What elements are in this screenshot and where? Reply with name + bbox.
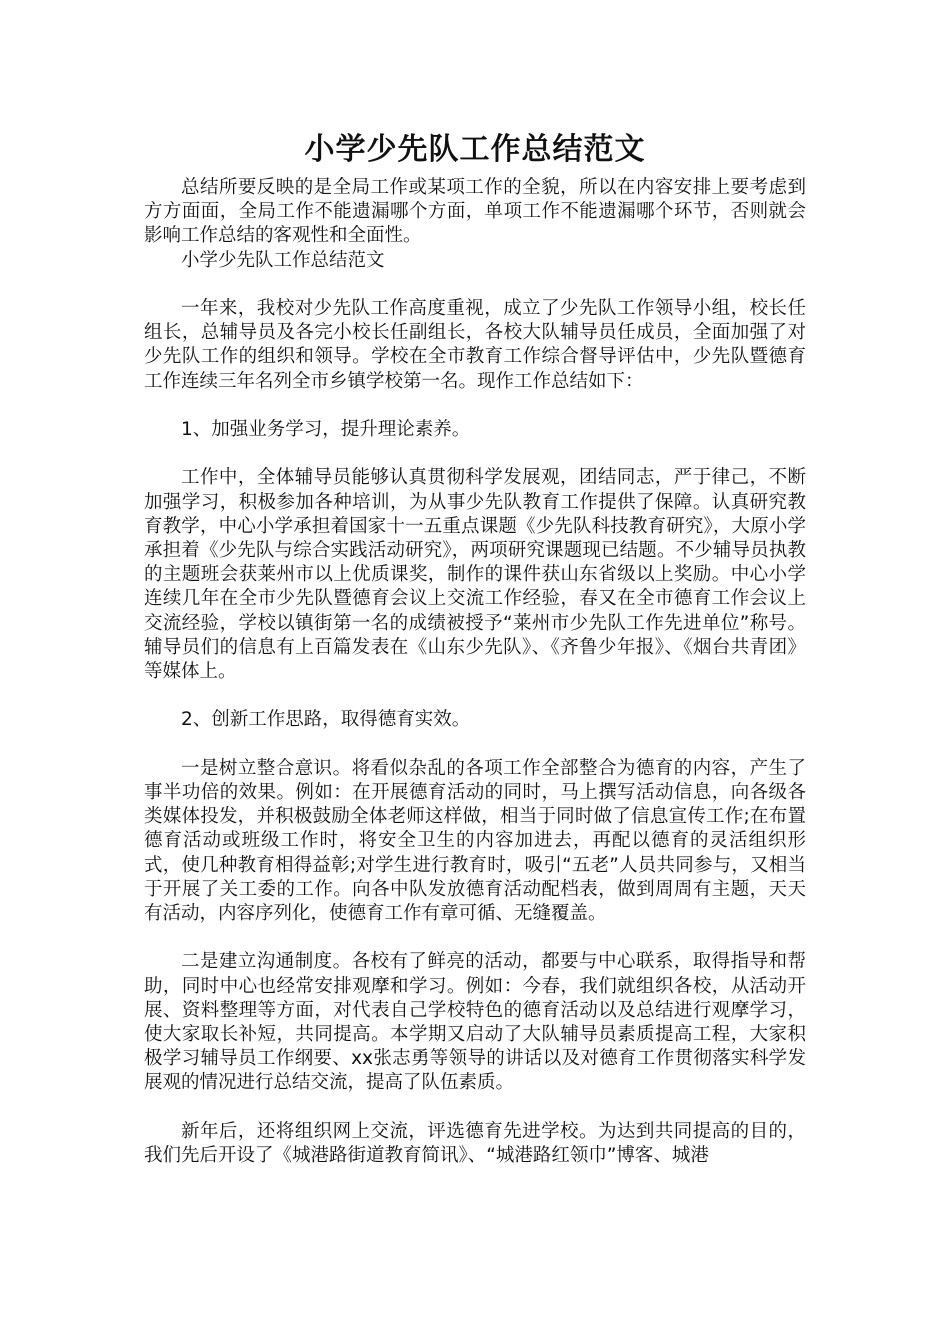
paragraph-communication: 二是建立沟通制度。各校有了鲜亮的活动，都要与中心联系，取得指导和帮助，同时中心也经常安排观摩和学习。例如：今春，我们就组织各校，从活动开展、资料整理等方面，对代表自己学校特色的德育活动以及总结进行观摩学习，使大家取长补短，共同提高。本学期又启动了大队辅导员素质提高工程，大家积极学习辅导员工作纲要、xx张志勇等领导的讲话以及对德育工作贯彻落实科学发展观的情况进行总结交流，提高了队伍素质。	[144, 951, 806, 1094]
paragraph-subtitle: 小学少先队工作总结范文	[181, 249, 385, 271]
section-heading-1: 1、加强业务学习，提升理论素养。	[181, 419, 471, 440]
document-title: 小学少先队工作总结范文	[304, 132, 646, 167]
blank-line	[144, 733, 806, 757]
paragraph-section-1: 工作中，全体辅导员能够认真贯彻科学发展观，团结同志，严于律己，不断加强学习，积极参加各种培训，为从事少先队教育工作提供了保障。认真研究教育教学，中心小学承担着国家十一五重点课题《少先队科技教育研究》，大原小学承担着《少先队与综合实践活动研究》，两项研究课题现已结题。不少辅导员执教的主题班会获莱州市以上优质课奖，制作的课件获山东省级以上奖励。中心小学连续几年在全市少先队暨德育会议上交流工作经验，春又在全市德育工作会议上交流经验，学校以镇街第一名的成绩被授予“莱州市少先队工作先进单位”称号。辅导员们的信息有上百篇发表在《山东少先队》、《齐鲁少年报》、《烟台共青团》等媒体上。	[144, 467, 806, 683]
blank-line	[144, 926, 806, 950]
blank-line	[144, 442, 806, 466]
blank-line	[144, 1096, 806, 1120]
blank-line	[144, 684, 806, 708]
blank-line	[144, 273, 806, 297]
document-page	[144, 128, 806, 1168]
paragraph-overview: 一年来，我校对少先队工作高度重视，成立了少先队工作领导小组，校长任组长，总辅导员及各完小校长任副组长，各校大队辅导员任成员，全面加强了对少先队工作的组织和领导。学校在全市教育工作综合督导评估中，少先队暨德育工作连续三年名列全市乡镇学校第一名。现作工作总结如下：	[144, 298, 806, 392]
paragraph-intro: 总结所要反映的是全局工作或某项工作的全貌，所以在内容安排上要考虑到方方面面，全局工作不能遗漏哪个方面，单项工作不能遗漏哪个环节，否则就会影响工作总结的客观性和全面性。	[144, 177, 806, 247]
blank-line	[144, 394, 806, 418]
section-heading-2: 2、创新工作思路，取得德育实效。	[181, 709, 471, 731]
paragraph-new-year: 新年后，还将组织网上交流，评选德育先进学校。为达到共同提高的目的，我们先后开设了《城港路街道教育简讯》、“城港路红领巾”博客、城港	[144, 1120, 806, 1167]
paragraph-integration: 一是树立整合意识。将看似杂乱的各项工作全部整合为德育的内容，产生了事半功倍的效果。例如：在开展德育活动的同时，马上撰写活动信息，向各级各类媒体投发，并积极鼓励全体老师这样做，相当于同时做了信息宣传工作;在布置德育活动或班级工作时，将安全卫生的内容加进去，再配以德育的灵活组织形式，使几种教育相得益彰;对学生进行教育时，吸引“五老”人员共同参与，又相当于开展了关工委的工作。向各中队发放德育活动配档表，做到周周有主题，天天有活动，内容序列化，使德育工作有章可循、无缝覆盖。	[144, 757, 806, 925]
